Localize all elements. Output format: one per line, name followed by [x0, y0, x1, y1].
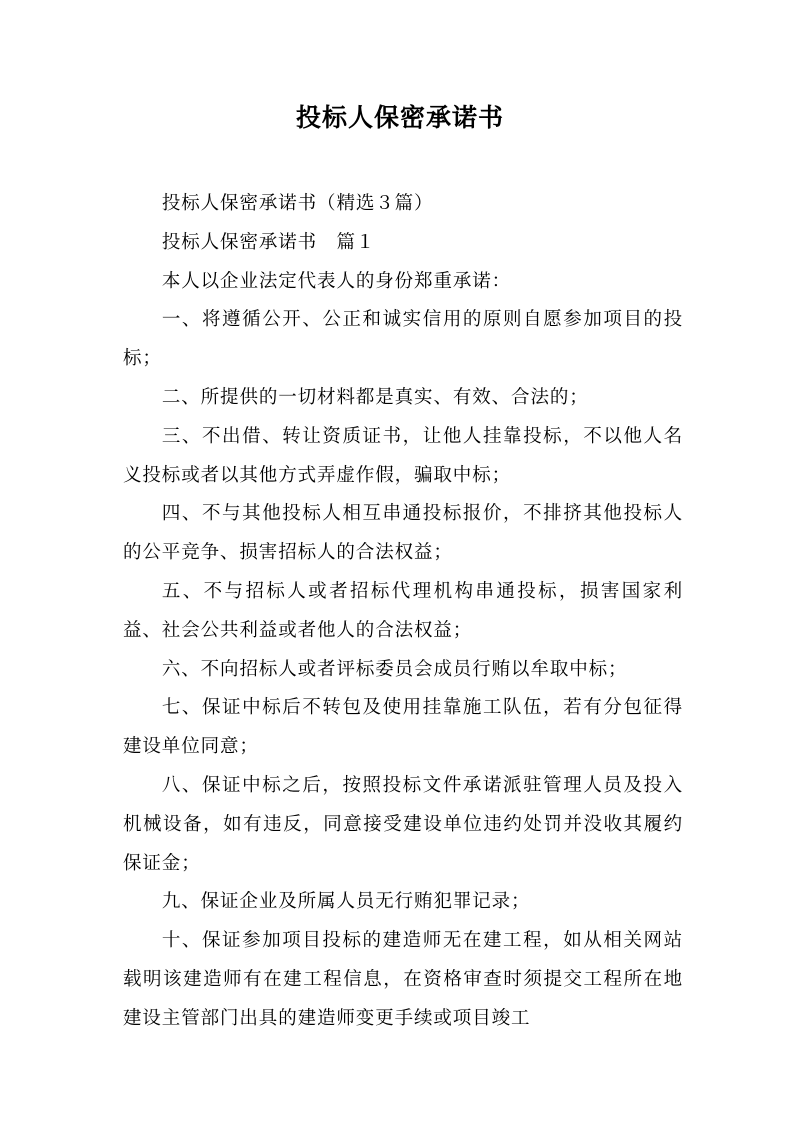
paragraph-item-8: 八、保证中标之后，按照投标文件承诺派驻管理人员及投入机械设备，如有违反，同意接受建设单位违约处罚并没收其履约保证金；	[123, 774, 683, 874]
paragraph-item-7: 七、保证中标后不转包及使用挂靠施工队伍，若有分包征得建设单位同意；	[123, 697, 683, 758]
document-title: 投标人保密承诺书	[295, 103, 504, 132]
paragraph-intro: 本人以企业法定代表人的身份郑重承诺：	[161, 270, 512, 292]
paragraph-item-5: 五、不与招标人或者招标代理机构串通投标，损害国家利益、社会公共利益或者他人的合法权益；	[123, 580, 683, 641]
paragraph-item-3: 三、不出借、转让资质证书，让他人挂靠投标，不以他人名义投标或者以其他方式弄虚作假，骗取中标；	[123, 425, 683, 486]
paragraph-item-4: 四、不与其他投标人相互串通投标报价，不排挤其他投标人的公平竞争、损害招标人的合法权益；	[123, 503, 683, 564]
document-body	[123, 185, 683, 1039]
paragraph-item-10: 十、保证参加项目投标的建造师无在建工程，如从相关网站载明该建造师有在建工程信息，在资格审查时须提交工程所在地建设主管部门出具的建造师变更手续或项目竣工	[123, 930, 683, 1029]
paragraph-section-heading: 投标人保密承诺书 篇１	[161, 231, 376, 253]
paragraph-subtitle: 投标人保密承诺书（精选３篇）	[161, 193, 434, 214]
paragraph-item-2: 二、所提供的一切材料都是真实、有效、合法的；	[161, 386, 589, 408]
paragraph-item-9: 九、保证企业及所属人员无行贿犯罪记录；	[161, 891, 531, 913]
paragraph-item-1: 一、将遵循公开、公正和诚实信用的原则自愿参加项目的投标；	[123, 309, 683, 370]
paragraph-item-6: 六、不向招标人或者评标委员会成员行贿以牟取中标；	[161, 658, 628, 680]
